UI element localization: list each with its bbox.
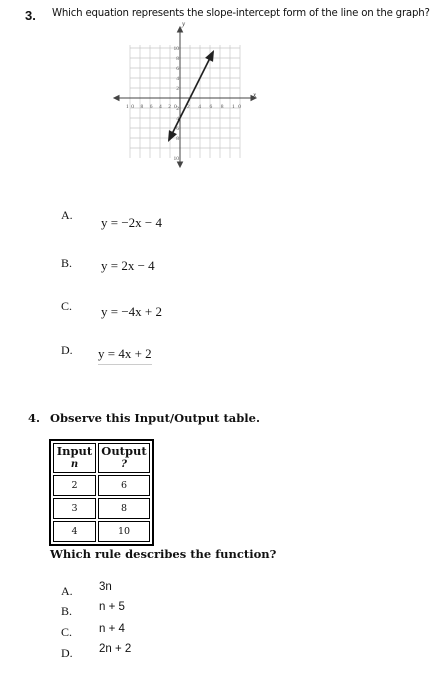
rule-option-c-value[interactable]: n + 4: [99, 623, 125, 635]
x-tick-labels-negative: 10 8 6 4 2: [126, 104, 171, 110]
output-cell: 10: [98, 521, 150, 542]
y-tick-label: 8: [176, 56, 179, 62]
input-cell: 2: [53, 475, 96, 496]
y-tick-label: 2: [176, 86, 179, 92]
y-tick-label: 10: [173, 46, 179, 52]
rule-question: Which rule describes the function?: [50, 547, 277, 561]
graph-grid: [130, 45, 240, 158]
input-header-title: Input: [56, 444, 93, 458]
option-b-letter: B.: [61, 256, 73, 270]
option-c-equation[interactable]: y = −4x + 2: [101, 304, 162, 319]
option-d-letter: D.: [61, 343, 73, 357]
x-axis-label: x: [253, 91, 257, 99]
output-cell: 6: [98, 475, 150, 496]
input-header: [53, 443, 96, 473]
output-cell: 8: [98, 498, 150, 519]
rule-option-b-value[interactable]: n + 5: [99, 601, 125, 613]
question-3-number: 3.: [25, 8, 36, 23]
option-b-equation[interactable]: y = 2x − 4: [101, 258, 155, 273]
output-header-variable: ?: [121, 459, 127, 470]
option-a-equation[interactable]: y = −2x − 4: [101, 215, 162, 230]
table-row: [53, 521, 150, 542]
y-tick-label: 6: [176, 66, 179, 72]
rule-option-d-value[interactable]: 2n + 2: [99, 643, 132, 655]
rule-option-b-letter: B.: [61, 604, 73, 618]
input-header-variable: n: [70, 459, 79, 470]
x-tick-label-zero: 0: [174, 104, 177, 110]
question-4-number: 4.: [28, 411, 41, 425]
table-header-row: [53, 443, 150, 473]
y-tick-label: 6: [176, 126, 179, 132]
rule-option-c-letter: C.: [61, 625, 73, 639]
y-tick-label: 2: [176, 106, 179, 112]
table-row: [53, 475, 150, 496]
y-tick-label: 8: [176, 136, 179, 142]
option-d-equation[interactable]: y = 4x + 2: [98, 346, 152, 365]
input-cell: 4: [53, 521, 96, 542]
option-c-letter: C.: [61, 299, 73, 313]
x-tick-labels-positive: 2 4 6 8 10: [187, 104, 241, 110]
output-header: [98, 443, 150, 473]
y-tick-label: 4: [176, 76, 179, 82]
y-tick-label: 4: [176, 116, 179, 122]
coordinate-graph: [110, 18, 260, 168]
rule-option-a-value[interactable]: 3n: [99, 581, 112, 593]
line-arrow-bottom: [169, 131, 175, 140]
input-output-table: [49, 439, 154, 546]
rule-option-a-letter: A.: [61, 584, 73, 598]
question-4-text: Observe this Input/Output table.: [50, 411, 260, 425]
y-axis-label: y: [182, 20, 186, 28]
output-header-title: Output: [101, 444, 147, 458]
y-tick-label: 10: [173, 156, 179, 162]
option-a-letter: A.: [61, 208, 73, 222]
question-3-text: Which equation represents the slope-intercept form of the line on the graph?: [52, 8, 430, 19]
table-row: [53, 498, 150, 519]
rule-option-d-letter: D.: [61, 646, 73, 660]
input-cell: 3: [53, 498, 96, 519]
